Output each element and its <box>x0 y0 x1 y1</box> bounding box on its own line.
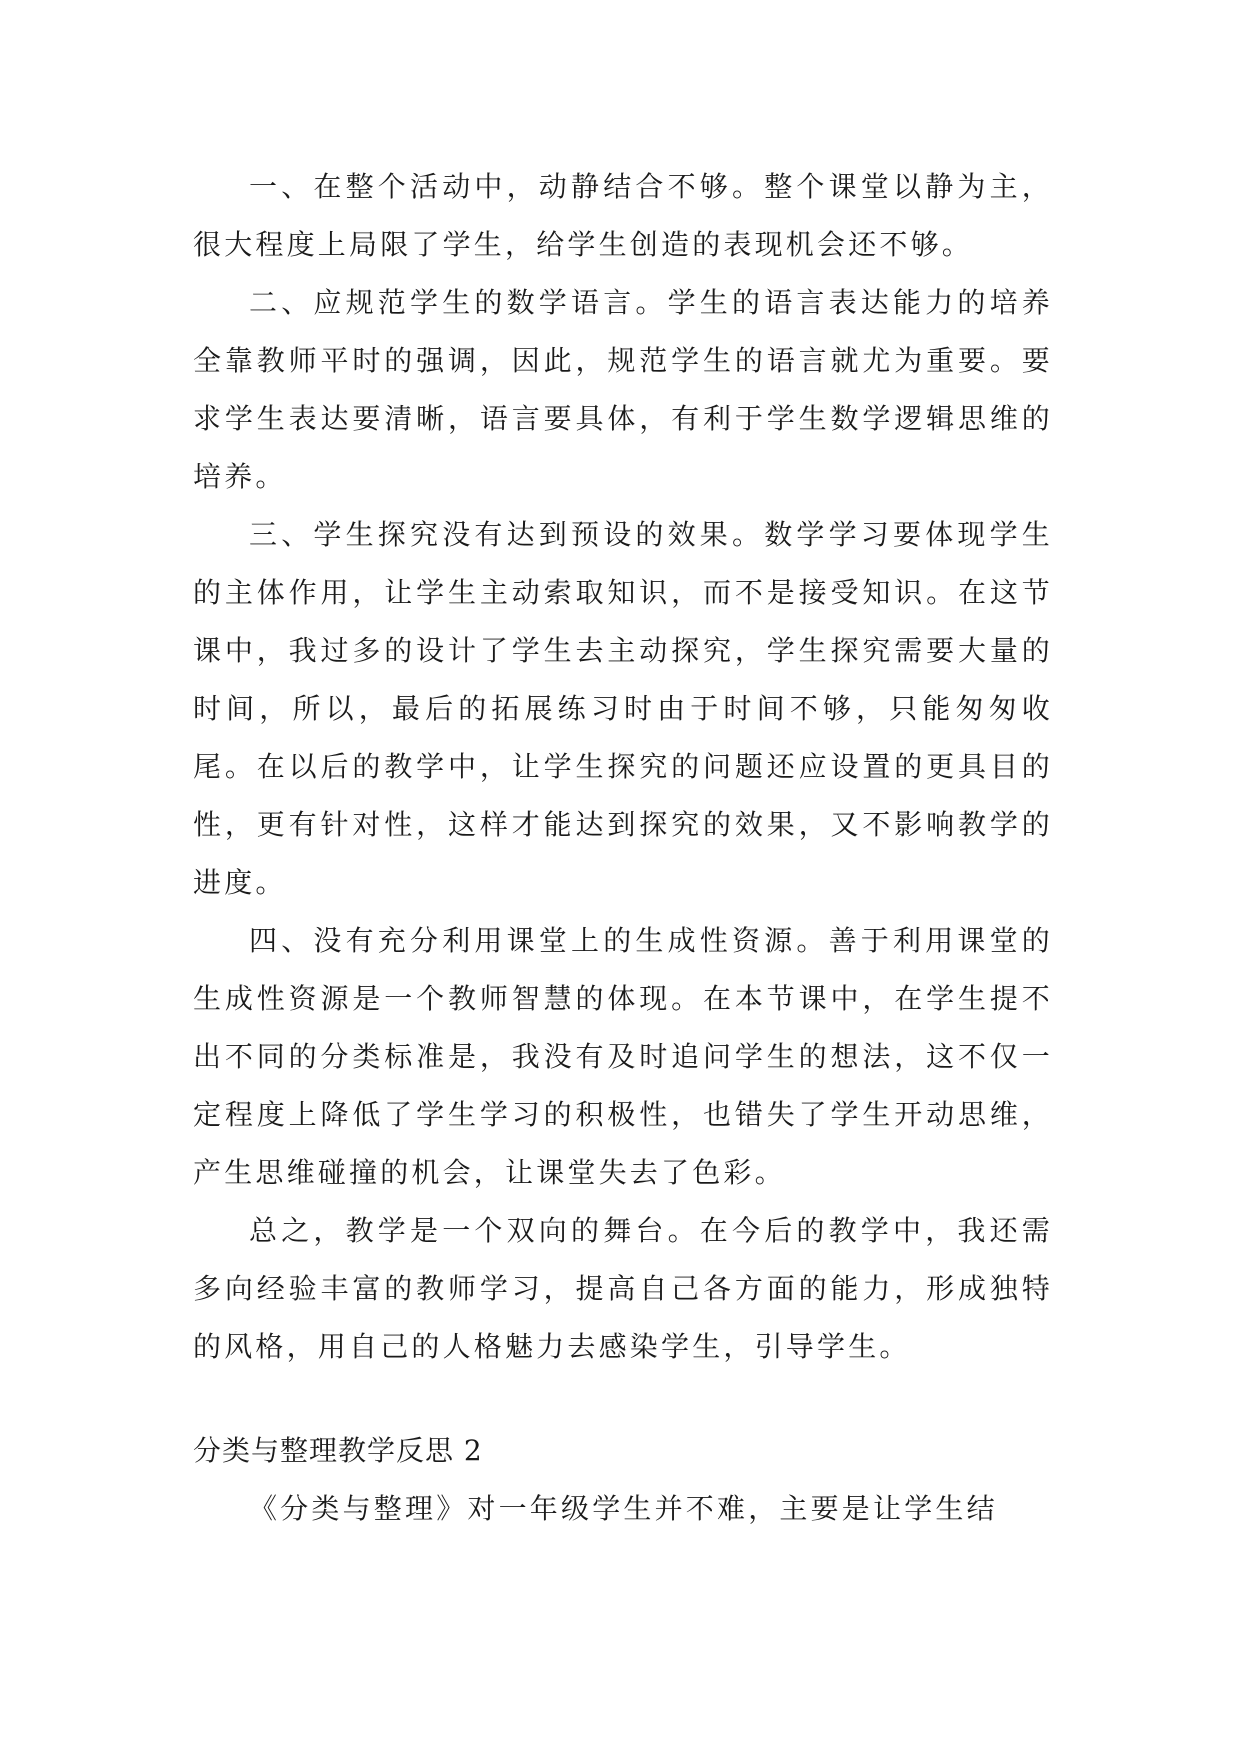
paragraph-point-one: 一、在整个活动中，动静结合不够。整个课堂以静为主，很大程度上局限了学生，给学生创造的表现机会还不够。 <box>193 170 1053 261</box>
paragraph-point-four: 四、没有充分利用课堂上的生成性资源。善于利用课堂的生成性资源是一个教师智慧的体现。在本节课中，在学生提不出不同的分类标准是，我没有及时追问学生的想法，这不仅一定程度上降低了学生学习的积极性，也错失了学生开动思维，产生思维碰撞的机会，让课堂失去了色彩。 <box>193 924 1053 1189</box>
paragraph-summary: 总之，教学是一个双向的舞台。在今后的教学中，我还需多向经验丰富的教师学习，提高自己各方面的能力，形成独特的风格，用自己的人格魅力去感染学生，引导学生。 <box>193 1214 1053 1363</box>
document-body <box>193 158 1053 1538</box>
paragraph-point-three: 三、学生探究没有达到预设的效果。数学学习要体现学生的主体作用，让学生主动索取知识，而不是接受知识。在这节课中，我过多的设计了学生去主动探究，学生探究需要大量的时间，所以，最后的拓展练习时由于时间不够，只能匆匆收尾。在以后的教学中，让学生探究的问题还应设置的更具目的性，更有针对性，这样才能达到探究的效果，又不影响教学的进度。 <box>193 518 1053 899</box>
paragraph-point-two: 二、应规范学生的数学语言。学生的语言表达能力的培养全靠教师平时的强调，因此，规范学生的语言就尤为重要。要求学生表达要清晰，语言要具体，有利于学生数学逻辑思维的培养。 <box>193 286 1053 493</box>
section-first-paragraph: 《分类与整理》对一年级学生并不难，主要是让学生结 <box>249 1492 998 1525</box>
section-title: 分类与整理教学反思 2 <box>193 1434 483 1467</box>
